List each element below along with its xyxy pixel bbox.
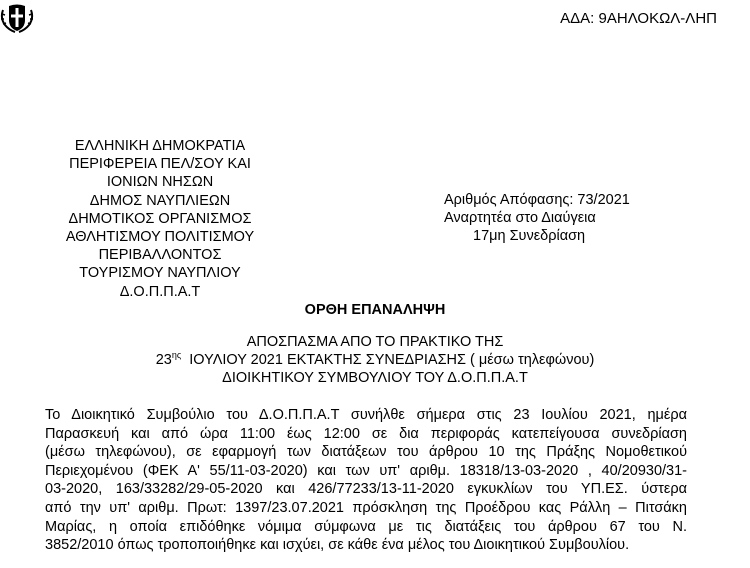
authority-line: ΔΗΜΟΣ ΝΑΥΠΛΙΕΩΝ <box>89 192 231 209</box>
paragraph-line: Παρασκευή και από ώρα 11:00 έως 12:00 σε δια περιφοράς κατεπείγουσα συνεδρίαση <box>45 425 687 442</box>
paragraph-line: Μαρίας, η οποία επιδόθηκε νόμιμα σύμφωνα με τις διατάξεις του άρθρου 67 του Ν. <box>45 518 687 535</box>
authority-line: ΕΛΛΗΝΙΚΗ ΔΗΜΟΚΡΑΤΙΑ <box>74 138 246 154</box>
authority-line: ΠΕΡΙΒΑΛΛΟΝΤΟΣ <box>98 247 222 264</box>
extract-heading <box>0 333 750 388</box>
authority-line: Δ.Ο.Π.Π.Α.Τ <box>119 283 201 300</box>
correction-title: ΟΡΘΗ ΕΠΑΝΑΛΗΨΗ <box>304 302 446 318</box>
session-day-suffix: ης <box>171 350 182 361</box>
ada-code: ΑΔΑ: 9ΑΗΛΟΚΩΛ-ΛΗΠ <box>560 10 717 27</box>
authority-line: ΔΗΜΟΤΙΚΟΣ ΟΡΓΑΝΙΣΜΟΣ <box>68 210 252 227</box>
session-day: 23 <box>155 352 172 369</box>
authority-line: ΤΟΥΡΙΣΜΟΥ ΝΑΥΠΛΙΟΥ <box>79 265 241 282</box>
body-paragraph <box>45 406 687 555</box>
paragraph-line: από την υπ' αριθμ. Πρωτ: 1397/23.07.2021 πρόσκληση της Προέδρου κας Ράλλη – Πιτσάκη <box>45 499 687 516</box>
paragraph-line: (μέσω τηλεφώνου), σε εφαρμογή των διατάξεων του άρθρου 10 της Πράξης Νομοθετικού <box>45 444 687 461</box>
authority-line: ΙΟΝΙΩΝ ΝΗΣΩΝ <box>106 174 214 191</box>
decision-number: Αριθμός Απόφασης: 73/2021 <box>444 192 630 208</box>
extract-line-3: ΔΙΟΙΚΗΤΙΚΟΥ ΣΥΜΒΟΥΛΙΟΥ ΤΟΥ Δ.Ο.Π.Π.Α.Τ <box>222 370 528 387</box>
decision-info <box>444 191 630 246</box>
authority-line: ΠΕΡΙΦΕΡΕΙΑ ΠΕΛ/ΣΟΥ ΚΑΙ <box>69 156 251 173</box>
paragraph-line: Περιεχομένου (ΦΕΚ Α' 55/11-03-2020) και των υπ' αριθμ. 18318/13-03-2020 , 40/20930/31- <box>45 462 687 479</box>
issuing-authority <box>34 137 286 301</box>
paragraph-line: 03-2020, 163/33282/29-05-2020 και 426/77233/13-11-2020 εγκυκλίων του ΥΠ.ΕΣ. ύστερα <box>45 481 687 498</box>
paragraph-line: Το Διοικητικό Συμβούλιο του Δ.Ο.Π.Π.Α.Τ συνήλθε σήμερα στις 23 Ιουλίου 2021, ημέρα <box>45 407 687 423</box>
extract-line-2 <box>0 351 750 369</box>
authority-line: ΑΘΛΗΤΙΣΜΟΥ ΠΟΛΙΤΙΣΜΟΥ <box>65 229 255 246</box>
session-date-rest: ΙΟΥΛΙΟΥ 2021 ΕΚΤΑΚΤΗΣ ΣΥΝΕΔΡΙΑΣΗΣ ( μέσω τηλεφώνου) <box>181 352 595 369</box>
session-number: 17μη Συνεδρίαση <box>473 228 586 245</box>
extract-line-1: ΑΠΟΣΠΑΣΜΑ ΑΠΟ ΤΟ ΠΡΑΚΤΙΚΟ ΤΗΣ <box>246 334 504 350</box>
paragraph-line: 3852/2010 όπως τροποποιήθηκε και ισχύει, σε κάθε ένα μέλος του Διοικητικού Συμβουλίου. <box>45 537 630 554</box>
greek-coat-of-arms-icon <box>0 0 34 34</box>
diavgeia-posting: Αναρτητέα στο Διαύγεια <box>444 210 596 227</box>
